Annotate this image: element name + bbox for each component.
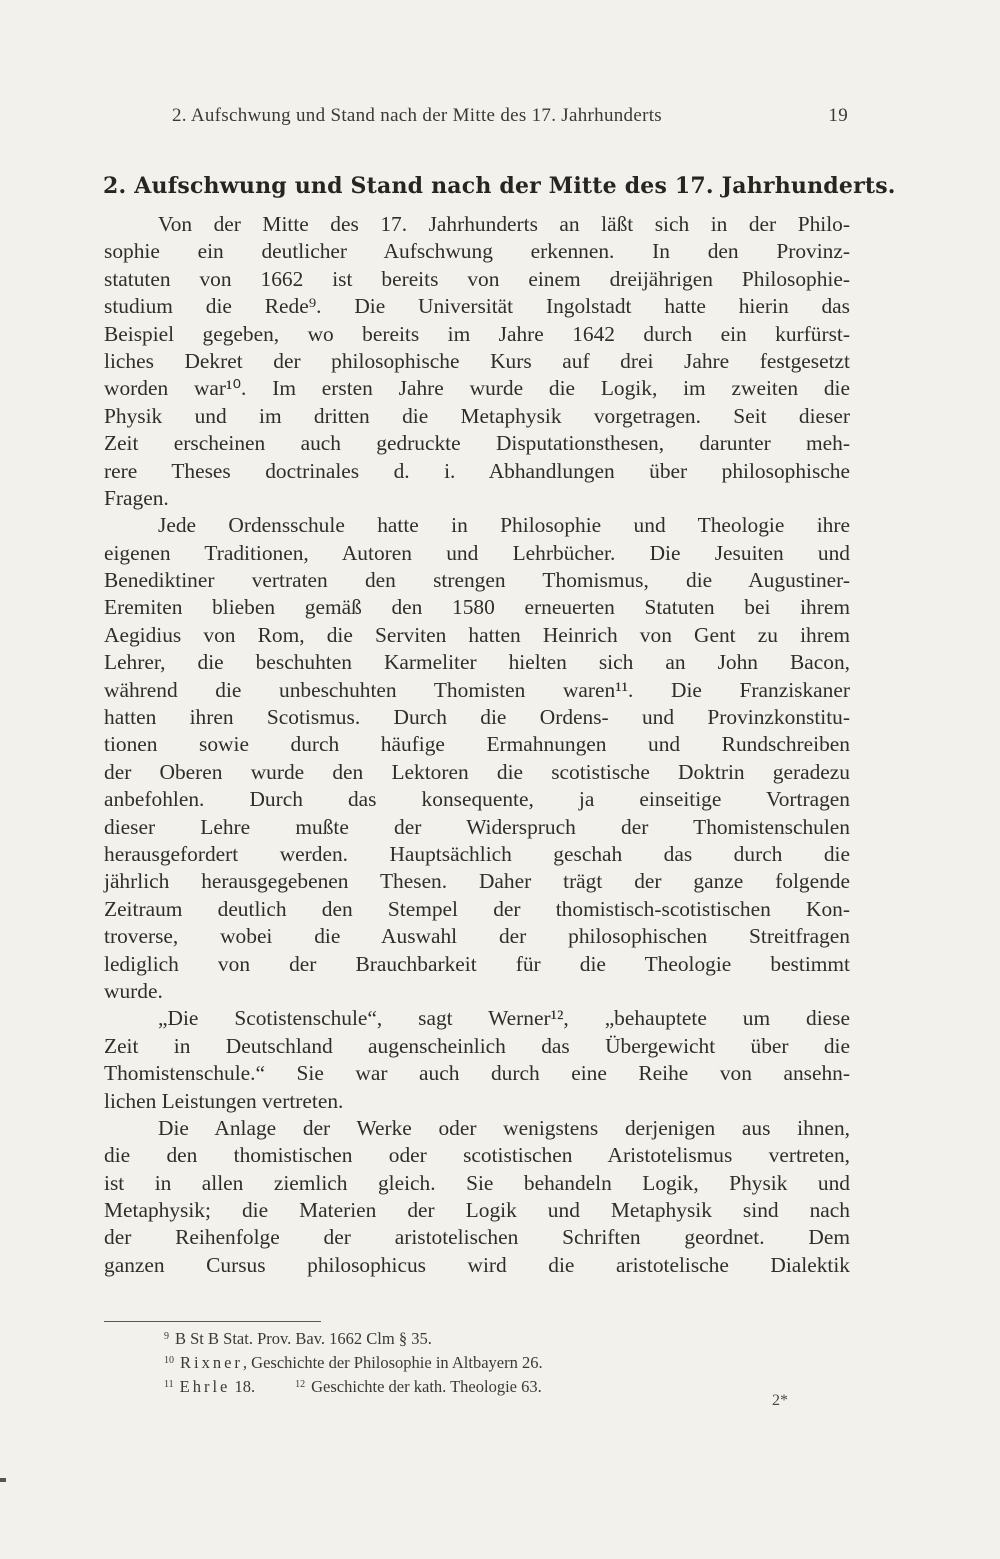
body-line: sophie ein deutlicher Aufschwung erkennen. In den Provinz- (104, 239, 850, 264)
body-line: rere Theses doctrinales d. i. Abhandlungen über philosophische (104, 458, 850, 483)
body-line: hatten ihren Scotismus. Durch die Ordens- und Provinzkonstitu- (104, 705, 850, 730)
body-line: Fragen. (104, 485, 169, 510)
footnote-10 (164, 1350, 804, 1374)
footnote-11-12 (164, 1374, 804, 1398)
body-line: eigenen Traditionen, Autoren und Lehrbücher. Die Jesuiten und (104, 540, 850, 565)
footnote-text: Geschichte der kath. Theologie 63. (311, 1377, 542, 1396)
section-heading: 2. Aufschwung und Stand nach der Mitte des 17. Jahrhunderts. (103, 173, 896, 199)
body-line: Benediktiner vertraten den strengen Thomismus, die Augustiner- (104, 568, 850, 593)
footnote-text: , Geschichte der Philosophie in Altbayern 26. (242, 1353, 543, 1372)
body-line: Zeitraum deutlich den Stempel der thomistisch-scotistischen Kon- (104, 896, 850, 921)
body-line: Physik und im dritten die Metaphysik vorgetragen. Seit dieser (104, 403, 850, 428)
footnote-mark: 12 (295, 1379, 306, 1390)
footnote-author: Ehrle (179, 1377, 231, 1396)
body-line: anbefohlen. Durch das konsequente, ja einseitige Vortragen (104, 787, 850, 812)
footnote-rule (104, 1321, 321, 1322)
scan-edge-mark (0, 1478, 6, 1482)
body-line: lediglich von der Brauchbarkeit für die Theologie bestimmt (104, 951, 850, 976)
body-line: troverse, wobei die Auswahl der philosophischen Streitfragen (104, 924, 850, 949)
body-line: jährlich herausgegebenen Thesen. Daher trägt der ganze folgende (104, 869, 850, 894)
body-line: worden war¹⁰. Im ersten Jahre wurde die Logik, im zweiten die (104, 376, 850, 401)
body-line: Zeit in Deutschland augenscheinlich das Übergewicht über die (104, 1033, 850, 1058)
footnotes (164, 1326, 804, 1398)
signature-mark: 2* (772, 1392, 788, 1409)
body-line: Zeit erscheinen auch gedruckte Disputationsthesen, darunter meh- (104, 431, 850, 456)
body-line: dieser Lehre mußte der Widerspruch der Thomistenschulen (104, 814, 850, 839)
body-line: Aegidius von Rom, die Serviten hatten Heinrich von Gent zu ihrem (104, 622, 850, 647)
body-line: „Die Scotistenschule“, sagt Werner¹², „behauptete um diese (158, 1006, 850, 1031)
body-line: herausgefordert werden. Hauptsächlich geschah das durch die (104, 841, 850, 866)
footnote-author: Rixner (180, 1353, 243, 1372)
footnote-text: B St B Stat. Prov. Bav. 1662 Clm § 35. (175, 1329, 432, 1348)
body-line: Beispiel gegeben, wo bereits im Jahre 1642 durch ein kurfürst- (104, 321, 850, 346)
body-line: Von der Mitte des 17. Jahrhunderts an läßt sich in der Philo- (158, 212, 850, 236)
body-line: Metaphysik; die Materien der Logik und Metaphysik sind nach (104, 1198, 850, 1223)
body-line: ist in allen ziemlich gleich. Sie behandeln Logik, Physik und (104, 1170, 850, 1195)
body-line: wurde. (104, 978, 163, 1003)
footnote-mark: 10 (164, 1355, 174, 1366)
body-line: der Reihenfolge der aristotelischen Schriften geordnet. Dem (104, 1225, 850, 1250)
running-head-title: 2. Aufschwung und Stand nach der Mitte des 17. Jahrhunderts (172, 105, 662, 126)
body-line: die den thomistischen oder scotistischen Aristotelismus vertreten, (104, 1143, 850, 1168)
body-line: tionen sowie durch häufige Ermahnungen und Rundschreiben (104, 732, 850, 757)
body-line: liches Dekret der philosophische Kurs auf drei Jahre festgesetzt (104, 348, 850, 373)
body-line: Eremiten blieben gemäß den 1580 erneuerten Statuten bei ihrem (104, 595, 850, 620)
body-line: der Oberen wurde den Lektoren die scotistische Doktrin geradezu (104, 759, 850, 784)
body-line: lichen Leistungen vertreten. (104, 1088, 344, 1113)
footnote-mark: 11 (164, 1379, 174, 1390)
body-line: Thomistenschule.“ Sie war auch durch eine Reihe von ansehn- (104, 1061, 850, 1086)
body-text (104, 211, 850, 1279)
body-line: Die Anlage der Werke oder wenigstens derjenigen aus ihnen, (158, 1115, 850, 1140)
footnote-9 (164, 1326, 804, 1350)
body-line: studium die Rede⁹. Die Universität Ingolstadt hatte hierin das (104, 294, 850, 319)
body-line: Lehrer, die beschuhten Karmeliter hielten sich an John Bacon, (104, 650, 850, 675)
footnote-text: 18. (230, 1377, 256, 1396)
body-line: Jede Ordensschule hatte in Philosophie und Theologie ihre (158, 513, 850, 538)
body-line: während die unbeschuhten Thomisten waren¹¹. Die Franziskaner (104, 677, 850, 702)
footnote-mark: 9 (164, 1331, 169, 1342)
body-line: statuten von 1662 ist bereits von einem dreijährigen Philosophie- (104, 266, 850, 291)
body-line: ganzen Cursus philosophicus wird die aristotelische Dialektik (104, 1252, 850, 1277)
page-number: 19 (828, 105, 848, 126)
